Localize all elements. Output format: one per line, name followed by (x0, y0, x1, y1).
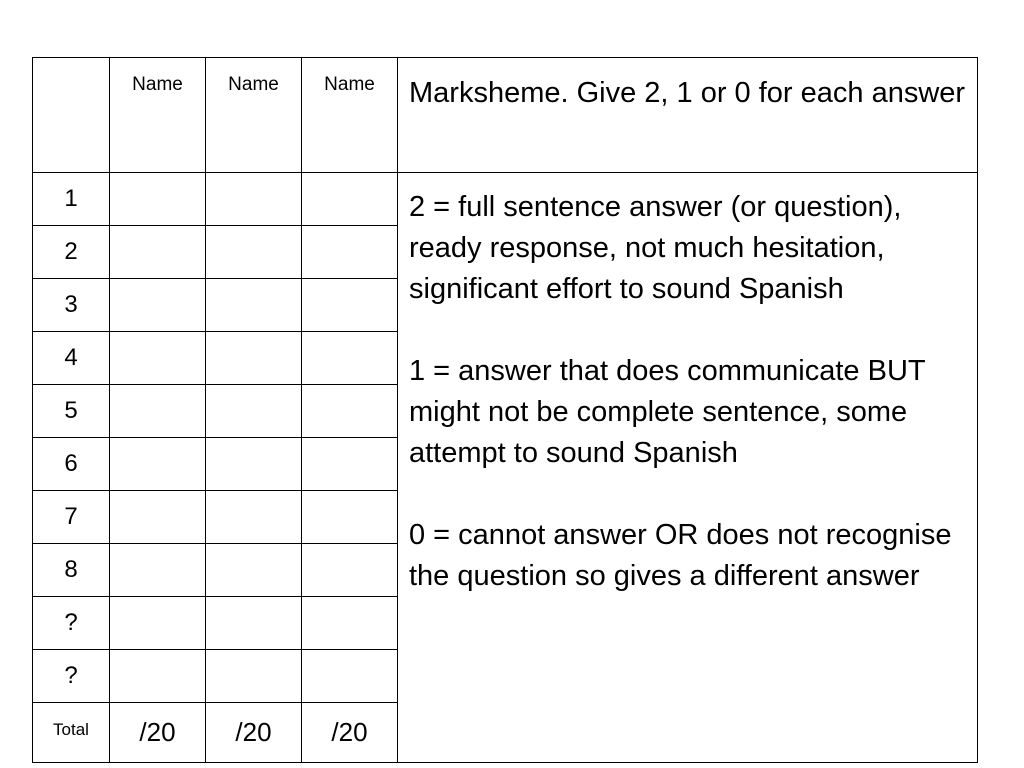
score-cell (206, 544, 302, 597)
markscheme-criteria (398, 173, 978, 763)
criterion-1-mark: 1 = answer that does communicate BUT might not be complete sentence, some attempt to sound Spanish (409, 355, 926, 469)
markscheme-title: Marksheme. Give 2, 1 or 0 for each answer (398, 58, 978, 173)
score-cell (206, 438, 302, 491)
total-score: /20 (206, 703, 302, 763)
score-cell (110, 650, 206, 703)
score-cell (110, 385, 206, 438)
score-cell (110, 173, 206, 226)
score-cell (110, 544, 206, 597)
score-cell (302, 491, 398, 544)
question-number: 6 (33, 438, 110, 491)
score-cell (302, 597, 398, 650)
question-row (33, 173, 978, 226)
score-cell (206, 385, 302, 438)
score-cell (206, 491, 302, 544)
question-number: 7 (33, 491, 110, 544)
score-cell (302, 438, 398, 491)
total-score: /20 (302, 703, 398, 763)
score-cell (206, 279, 302, 332)
question-number: 4 (33, 332, 110, 385)
score-cell (206, 173, 302, 226)
total-label: Total (33, 703, 110, 763)
header-row (33, 58, 978, 173)
corner-cell (33, 58, 110, 173)
score-cell (302, 650, 398, 703)
question-number: ? (33, 650, 110, 703)
question-number: 8 (33, 544, 110, 597)
student-name-header: Name (302, 58, 398, 173)
score-cell (206, 226, 302, 279)
score-cell (302, 226, 398, 279)
score-cell (110, 597, 206, 650)
score-cell (302, 332, 398, 385)
criterion-0-marks: 0 = cannot answer OR does not recognise the question so gives a different answer (409, 519, 952, 592)
score-cell (302, 173, 398, 226)
total-score: /20 (110, 703, 206, 763)
score-cell (110, 438, 206, 491)
question-number: 5 (33, 385, 110, 438)
score-cell (110, 491, 206, 544)
score-cell (110, 279, 206, 332)
question-number: 1 (33, 173, 110, 226)
score-cell (302, 279, 398, 332)
score-cell (206, 332, 302, 385)
score-cell (302, 385, 398, 438)
score-cell (302, 544, 398, 597)
criterion-2-marks: 2 = full sentence answer (or question), ready response, not much hesitation, significant effort to sound Spanish (409, 191, 902, 305)
score-cell (110, 226, 206, 279)
student-name-header: Name (206, 58, 302, 173)
question-number: ? (33, 597, 110, 650)
student-name-header: Name (110, 58, 206, 173)
question-number: 3 (33, 279, 110, 332)
score-cell (110, 332, 206, 385)
score-cell (206, 597, 302, 650)
marking-grid (32, 57, 978, 763)
score-cell (206, 650, 302, 703)
question-number: 2 (33, 226, 110, 279)
